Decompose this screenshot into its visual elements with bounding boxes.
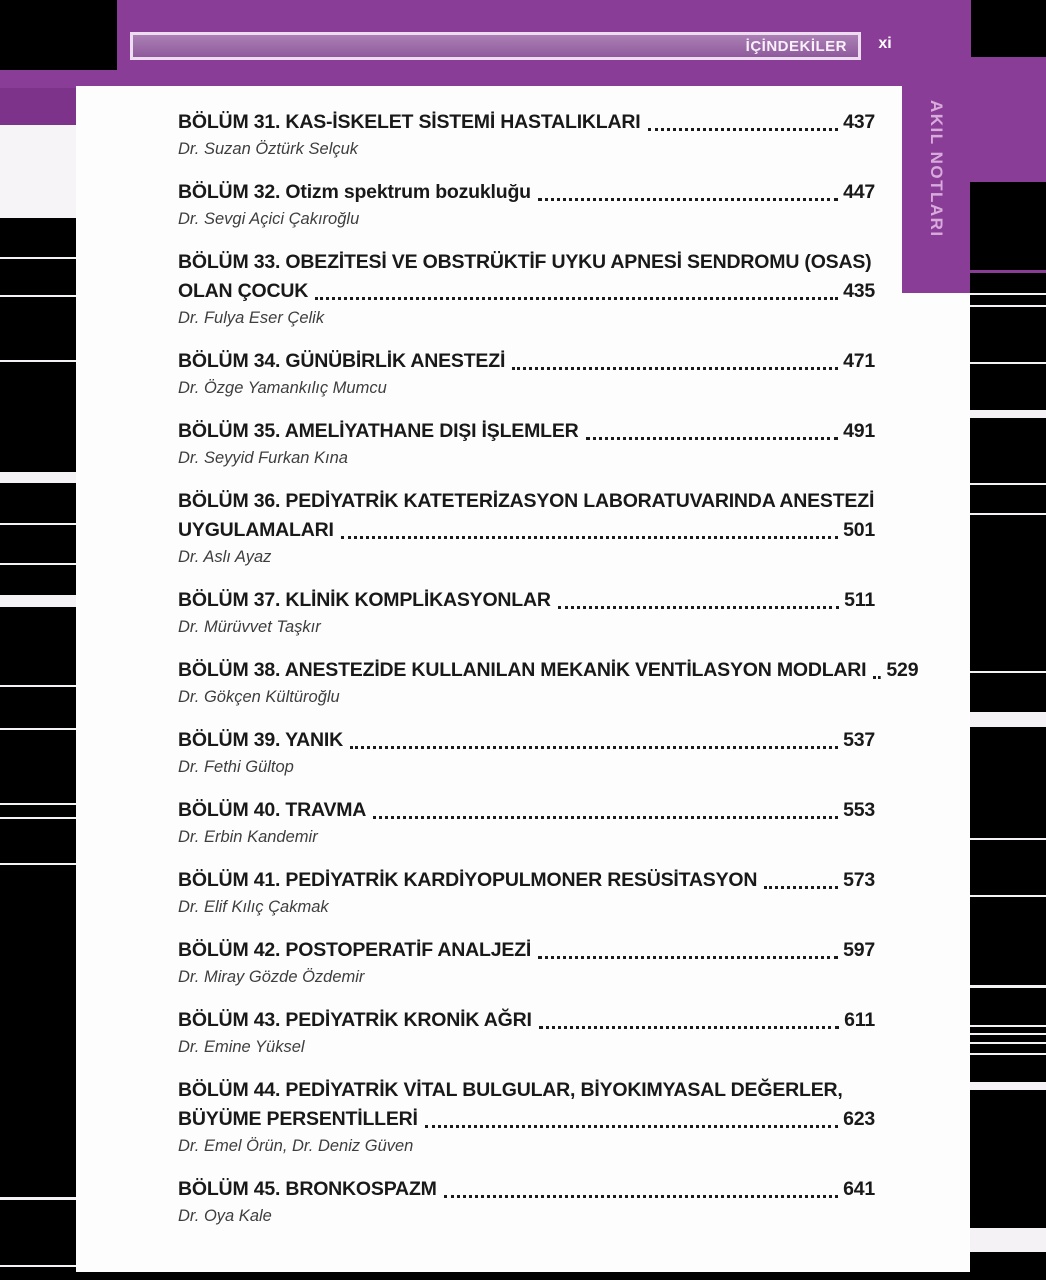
toc-list bbox=[76, 86, 970, 1226]
toc-entry-title bbox=[178, 347, 875, 376]
page-number: 437 bbox=[843, 111, 875, 133]
dot-leader bbox=[373, 816, 838, 819]
page-edge-artifact bbox=[0, 685, 76, 687]
toc-entry-author: Dr. Miray Gözde Özdemir bbox=[178, 968, 365, 986]
page-edge-artifact bbox=[0, 360, 76, 362]
page-edge-artifact bbox=[970, 513, 1046, 515]
chapter-title-text: BÖLÜM 33. OBEZİTESİ VE OBSTRÜKTİF UYKU APNESİ SENDROMU (OSAS) bbox=[178, 251, 872, 273]
dot-leader bbox=[425, 1125, 838, 1128]
page-folio: xi bbox=[878, 35, 892, 52]
page-number: 471 bbox=[843, 350, 875, 372]
toc-entry-title-line bbox=[178, 1006, 875, 1035]
toc-entry-title bbox=[178, 1175, 875, 1204]
page-edge-artifact bbox=[970, 671, 1046, 673]
toc-entry-title bbox=[178, 586, 875, 615]
toc-entry-title bbox=[178, 178, 875, 207]
toc-entry bbox=[178, 656, 919, 707]
chapter-title-text: BÖLÜM 37. KLİNİK KOMPLİKASYONLAR bbox=[178, 589, 551, 611]
toc-entry-title-line bbox=[178, 417, 875, 446]
toc-entry-title bbox=[178, 866, 875, 895]
page-edge-artifact bbox=[970, 1025, 1046, 1027]
page-number: 529 bbox=[886, 659, 919, 681]
toc-entry-title-line bbox=[178, 347, 875, 376]
toc-entry-title-line bbox=[178, 726, 875, 755]
chapter-title-text: BÜYÜME PERSENTİLLERİ bbox=[178, 1108, 418, 1130]
toc-entry-author: Dr. Erbin Kandemir bbox=[178, 828, 318, 846]
page-edge-artifact bbox=[970, 483, 1046, 485]
page-edge-artifact bbox=[970, 270, 1046, 273]
page-edge-artifact bbox=[970, 362, 1046, 364]
page-number: 641 bbox=[843, 1178, 875, 1200]
dot-leader bbox=[539, 1026, 839, 1029]
dot-leader bbox=[558, 606, 839, 609]
toc-entry bbox=[178, 586, 875, 637]
page-edge-artifact bbox=[970, 1053, 1046, 1055]
toc-entry bbox=[178, 796, 875, 847]
chapter-title-text: OLAN ÇOCUK bbox=[178, 280, 309, 302]
toc-entry-author: Dr. Fulya Eser Çelik bbox=[178, 309, 325, 327]
toc-entry bbox=[178, 1006, 875, 1057]
toc-entry bbox=[178, 936, 875, 987]
chapter-title-text: BÖLÜM 32. Otizm spektrum bozukluğu bbox=[178, 181, 531, 203]
toc-entry bbox=[178, 417, 875, 468]
dot-leader bbox=[538, 198, 838, 201]
dot-leader bbox=[586, 437, 839, 440]
toc-entry bbox=[178, 347, 875, 398]
page-edge-artifact bbox=[0, 1197, 76, 1200]
toc-entry-title-line bbox=[178, 248, 875, 277]
page-edge-artifact bbox=[970, 293, 1046, 295]
toc-entry-title-line bbox=[178, 936, 875, 965]
page-edge-artifact bbox=[0, 1265, 76, 1267]
page-edge-artifact bbox=[0, 863, 76, 865]
chapter-title-text: BÖLÜM 36. PEDİYATRİK KATETERİZASYON LABORATUVARINDA ANESTEZİ bbox=[178, 490, 875, 512]
toc-entry bbox=[178, 487, 875, 567]
page-edge-artifact bbox=[0, 257, 76, 259]
toc-entry bbox=[178, 1076, 875, 1156]
chapter-title-text: BÖLÜM 35. AMELİYATHANE DIŞI İŞLEMLER bbox=[178, 420, 579, 442]
page-edge-artifact bbox=[0, 472, 76, 483]
dot-leader bbox=[648, 128, 839, 131]
toc-entry bbox=[178, 108, 875, 159]
toc-entry-author: Dr. Suzan Öztürk Selçuk bbox=[178, 140, 359, 158]
toc-entry-title bbox=[178, 796, 875, 825]
toc-entry-title bbox=[178, 1006, 875, 1035]
toc-entry-title-line bbox=[178, 1076, 875, 1105]
toc-entry-author: Dr. Mürüvvet Taşkır bbox=[178, 618, 321, 636]
toc-entry-author: Dr. Oya Kale bbox=[178, 1207, 272, 1225]
page-edge-artifact bbox=[0, 523, 76, 525]
page-edge-artifact bbox=[0, 728, 76, 730]
page-edge-artifact bbox=[970, 410, 1046, 418]
toc-entry-author: Dr. Seyyid Furkan Kına bbox=[178, 449, 348, 467]
page-number: 611 bbox=[844, 1009, 875, 1031]
dot-leader bbox=[764, 886, 838, 889]
toc-entry bbox=[178, 866, 875, 917]
toc-entry-title-line bbox=[178, 1175, 875, 1204]
toc-entry-title-line bbox=[178, 277, 875, 306]
photo-black-corner-right bbox=[971, 0, 1046, 57]
toc-entry bbox=[178, 726, 875, 777]
page-number: 435 bbox=[843, 280, 875, 302]
dot-leader bbox=[341, 536, 838, 539]
page-edge-artifact bbox=[970, 895, 1046, 897]
page-number: 511 bbox=[844, 589, 875, 611]
page-edge-artifact bbox=[970, 985, 1046, 988]
chapter-title-text: BÖLÜM 42. POSTOPERATİF ANALJEZİ bbox=[178, 939, 532, 961]
toc-entry-author: Dr. Elif Kılıç Çakmak bbox=[178, 898, 329, 916]
chapter-title-text: BÖLÜM 34. GÜNÜBİRLİK ANESTEZİ bbox=[178, 350, 506, 372]
toc-entry-author: Dr. Özge Yamankılıç Mumcu bbox=[178, 379, 387, 397]
chapter-title-text: BÖLÜM 44. PEDİYATRİK VİTAL BULGULAR, BİYOKIMYASAL DEĞERLER, bbox=[178, 1079, 843, 1101]
page-body bbox=[76, 86, 970, 1272]
toc-entry-author: Dr. Emine Yüksel bbox=[178, 1038, 305, 1056]
page-number: 501 bbox=[843, 519, 875, 541]
page-edge-artifact bbox=[0, 125, 76, 218]
toc-entry-author: Dr. Aslı Ayaz bbox=[178, 548, 272, 566]
page-edge-artifact bbox=[970, 1082, 1046, 1090]
page-number: 447 bbox=[843, 181, 875, 203]
toc-entry-title bbox=[178, 936, 875, 965]
photo-black-bottom-edge bbox=[0, 1272, 1046, 1280]
dot-leader bbox=[350, 746, 838, 749]
page-edge-artifact bbox=[0, 595, 76, 607]
page-edge-artifact bbox=[970, 1228, 1046, 1252]
page-number: 597 bbox=[843, 939, 875, 961]
running-head-title: İÇİNDEKİLER bbox=[745, 37, 847, 55]
chapter-title-text: BÖLÜM 41. PEDİYATRİK KARDİYOPULMONER RESÜSİTASYON bbox=[178, 869, 758, 891]
dot-leader bbox=[512, 367, 838, 370]
toc-entry-title-line bbox=[178, 108, 875, 137]
page-number: 623 bbox=[843, 1108, 875, 1130]
toc-entry-title bbox=[178, 726, 875, 755]
toc-entry-title-line bbox=[178, 796, 875, 825]
page-edge-artifact bbox=[0, 817, 76, 819]
chapter-title-text: BÖLÜM 38. ANESTEZİDE KULLANILAN MEKANİK VENTİLASYON MODLARI bbox=[178, 659, 867, 681]
dot-leader bbox=[873, 676, 881, 679]
chapter-title-text: UYGULAMALARI bbox=[178, 519, 334, 541]
page-edge-artifact bbox=[0, 563, 76, 565]
toc-entry-title bbox=[178, 656, 919, 685]
dot-leader bbox=[538, 956, 838, 959]
toc-entry-title-line bbox=[178, 516, 875, 545]
toc-entry-author: Dr. Fethi Gültop bbox=[178, 758, 294, 776]
adjacent-page-edge bbox=[0, 88, 76, 125]
chapter-title-text: BÖLÜM 43. PEDİYATRİK KRONİK AĞRI bbox=[178, 1009, 532, 1031]
page-edge-artifact bbox=[0, 295, 76, 297]
toc-entry-title-line bbox=[178, 178, 875, 207]
dot-leader bbox=[444, 1195, 838, 1198]
toc-entry-title-line bbox=[178, 586, 875, 615]
page-edge-artifact bbox=[970, 1042, 1046, 1044]
header-purple-extension bbox=[970, 88, 1046, 182]
chapter-title-text: BÖLÜM 45. BRONKOSPAZM bbox=[178, 1178, 437, 1200]
page-edge-artifact bbox=[970, 838, 1046, 840]
page-number: 537 bbox=[843, 729, 875, 751]
page-edge-artifact bbox=[970, 712, 1046, 727]
toc-entry-title bbox=[178, 487, 875, 545]
toc-entry-title bbox=[178, 248, 875, 306]
photo-black-corner-left bbox=[0, 0, 117, 70]
series-side-tab-label: AKIL NOTLARI bbox=[927, 100, 946, 238]
series-side-tab bbox=[902, 86, 970, 293]
page-number: 553 bbox=[843, 799, 875, 821]
page-number: 573 bbox=[843, 869, 875, 891]
toc-entry-title-line bbox=[178, 487, 875, 516]
chapter-title-text: BÖLÜM 39. YANIK bbox=[178, 729, 343, 751]
toc-entry-title-line bbox=[178, 1105, 875, 1134]
toc-entry-title bbox=[178, 108, 875, 137]
toc-entry-title-line bbox=[178, 656, 919, 685]
toc-entry-title-line bbox=[178, 866, 875, 895]
toc-entry-title bbox=[178, 1076, 875, 1134]
dot-leader bbox=[315, 297, 838, 300]
toc-entry bbox=[178, 248, 875, 328]
toc-entry-author: Dr. Emel Örün, Dr. Deniz Güven bbox=[178, 1137, 414, 1155]
toc-entry-author: Dr. Gökçen Kültüroğlu bbox=[178, 688, 340, 706]
toc-entry bbox=[178, 178, 875, 229]
running-head-bar bbox=[130, 32, 861, 60]
toc-entry bbox=[178, 1175, 875, 1226]
chapter-title-text: BÖLÜM 31. KAS-İSKELET SİSTEMİ HASTALIKLARI bbox=[178, 111, 641, 133]
toc-entry-title bbox=[178, 417, 875, 446]
toc-entry-author: Dr. Sevgi Açici Çakıroğlu bbox=[178, 210, 360, 228]
page-edge-artifact bbox=[0, 803, 76, 805]
page-number: 491 bbox=[843, 420, 875, 442]
page-edge-artifact bbox=[970, 1033, 1046, 1035]
page-edge-artifact bbox=[970, 305, 1046, 307]
chapter-title-text: BÖLÜM 40. TRAVMA bbox=[178, 799, 367, 821]
